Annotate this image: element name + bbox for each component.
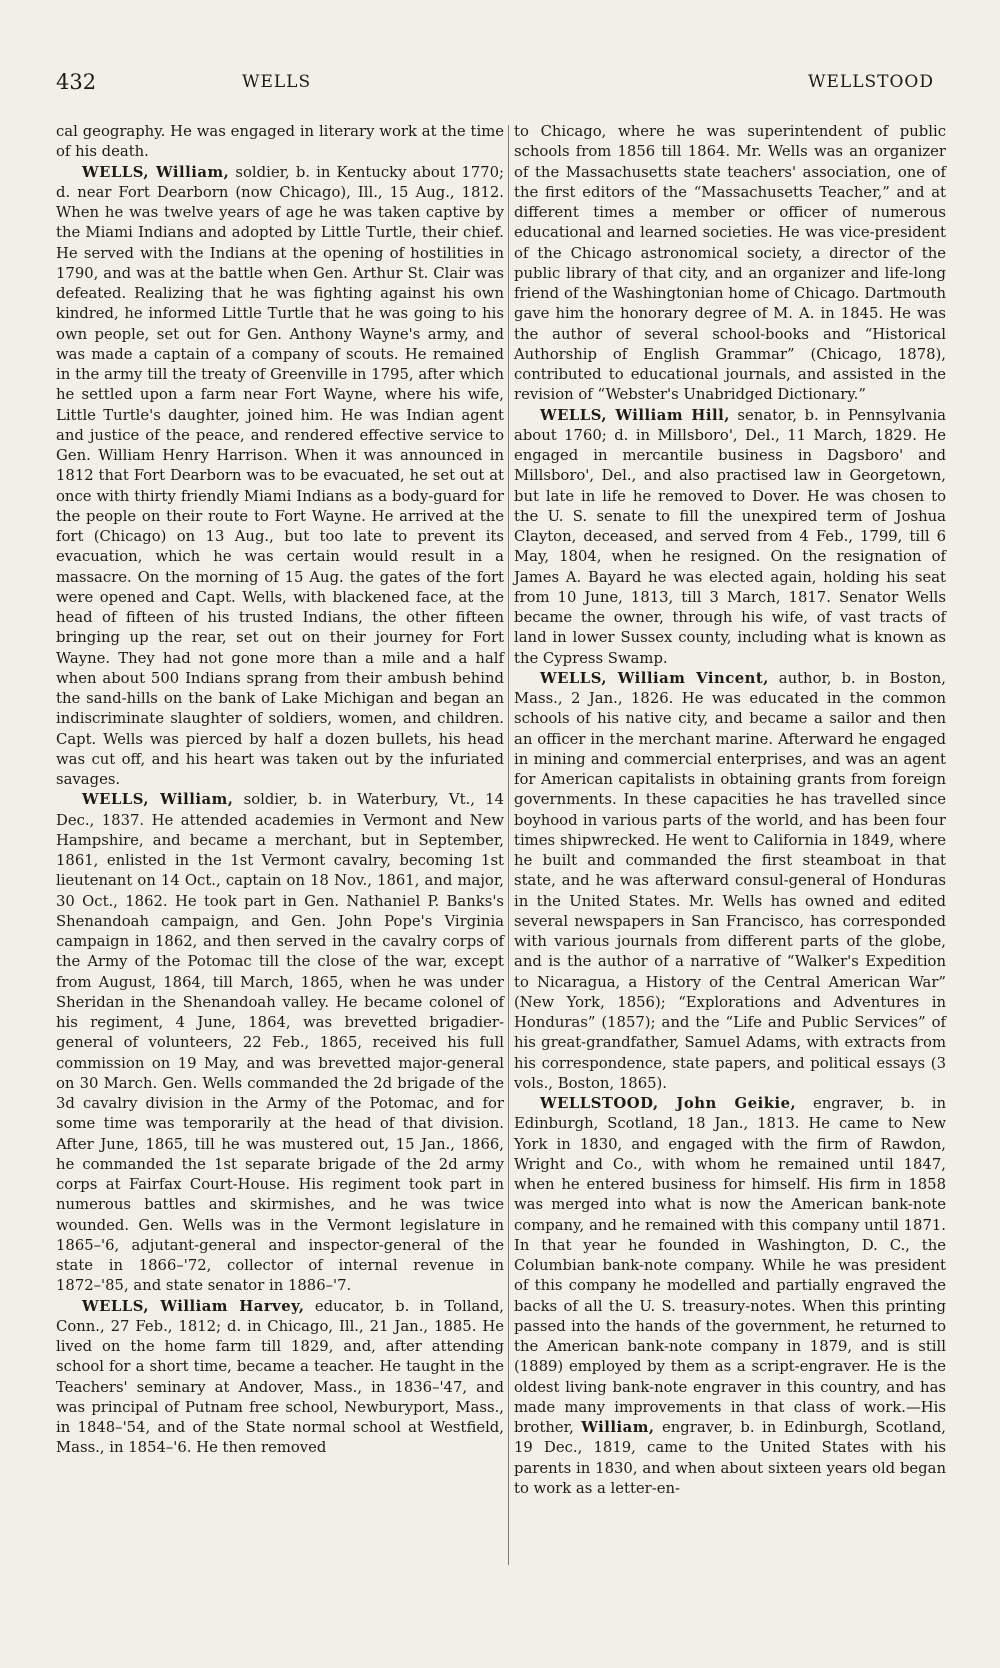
entry-text: soldier, b. in Waterbury, Vt., 14 Dec., 1837. He attended academies in Vermont and New Hampshire, and became a merchant, but in September, 1861, enlisted in the 1st Vermont cavalry, becoming 1st lieutenant on 14 Oct., captain on 18 Nov., 1861, and major, 30 Oct., 1862. He took part in Gen. Nathaniel P. Banks's Shenandoah campaign, and Gen. John Pope's Virginia campaign in 1862, and then served in the cavalry corps of the Army of the Potomac till the close of the war, except from August, 1864, till March, 1865, when he was under Sheridan in the Shenandoah valley. He became colonel of his regiment, 4 June, 1864, was brevetted brigadier-general of volunteers, 22 Feb., 1865, received his full commission on 19 May, and was brevetted major-general on 30 March. Gen. Wells commanded the 2d brigade of the 3d cavalry division in the Army of the Potomac, and for some time was temporarily at the head of that division. After June, 1865, till he was mustered out, 15 Jan., 1866, he commanded the 1st separate brigade of the 2d army corps at Fairfax Court-House. His regiment took part in numerous battles and skirmishes, and he was twice wounded. Gen. Wells was in the Vermont legislature in 1865–'6, adjutant-general and inspector-general of the state in 1866–'72, collector of internal revenue in 1872–'85, and state senator in 1886–'7.	[56, 791, 504, 1295]
page-number: 432	[56, 70, 97, 94]
running-header	[56, 70, 946, 100]
entry-wells-william-vincent	[514, 669, 946, 1094]
entry-text: soldier, b. in Kentucky about 1770; d. near Fort Dearborn (now Chicago), Ill., 15 Aug., 1812. When he was twelve years of age he was taken captive by the Miami Indians and adopted by Little Turtle, their chief. He served with the Indians at the opening of hostilities in 1790, and was at the battle when Gen. Arthur St. Clair was defeated. Realizing that he was fighting against his own kindred, he informed Little Turtle that he was going to his own people, set out for Gen. Anthony Wayne's army, and was made a captain of a company of scouts. He remained in the army till the treaty of Greenville in 1795, after which he settled upon a farm near Fort Wayne, where his wife, Little Turtle's daughter, joined him. He was Indian agent and justice of the peace, and rendered effective service to Gen. William Henry Harrison. When it was announced in 1812 that Fort Dearborn was to be evacuated, he set out at once with thirty friendly Miami Indians as a body-guard for the people on their route to Fort Wayne. He arrived at the fort (Chicago) on 13 Aug., but too late to prevent its evacuation, which he was certain would result in a massacre. On the morning of 15 Aug. the gates of the fort were opened and Capt. Wells, with blackened face, at the head of fifteen of his trusted Indians, the other fifteen bringing up the rear, set out on their journey for Fort Wayne. They had not gone more than a mile and a half when about 500 Indians sprang from their ambush behind the sand-hills on the bank of Lake Michigan and began an indiscriminate slaughter of soldiers, women, and children. Capt. Wells was pierced by half a dozen bullets, his head was cut off, and his heart was taken out by the infuriated savages.	[56, 163, 504, 788]
sub-entry-prefix: —His brother,	[514, 1398, 946, 1436]
entry-headword: WELLS, William Vincent,	[540, 669, 769, 687]
entry-text: educator, b. in Tolland, Conn., 27 Feb., 1812; d. in Chicago, Ill., 21 Jan., 1885. He lived on the home farm till 1829, and, after attending school for a short time, became a teacher. He taught in the Teachers' seminary at Andover, Mass., in 1836–'47, and was principal of Putnam free school, Newburyport, Mass., in 1848–'54, and of the State normal school at Westfield, Mass., in 1854–'6. He then removed	[56, 1297, 504, 1457]
entry-wells-william-soldier-kentucky	[56, 163, 504, 791]
column-divider	[508, 125, 509, 1565]
entry-text: senator, b. in Pennsylvania about 1760; d. in Millsboro', Del., 11 March, 1829. He engaged in mercantile business in Dagsboro' and Millsboro', Del., and also practised law in Georgetown, but late in life he removed to Dover. He was chosen to the U. S. senate to fill the unexpired term of Joshua Clayton, deceased, and served from 4 Feb., 1799, till 6 May, 1804, when he resigned. On the resignation of James A. Bayard he was elected again, holding his seat from 10 June, 1813, till 3 March, 1817. Senator Wells became the owner, through his wife, of vast tracts of land in lower Sussex county, including what is known as the Cypress Swamp.	[514, 406, 946, 667]
sub-entry-text: engraver, b. in Edinburgh, Scotland, 19 Dec., 1819, came to the United States with his parents in 1830, and when about sixteen years old began to work as a letter-en-	[514, 1419, 947, 1497]
entry-wells-william-soldier-vermont	[56, 790, 504, 1296]
entry-headword: WELLS, William Hill,	[540, 406, 730, 424]
entry-text: author, b. in Boston, Mass., 2 Jan., 1826. He was educated in the common schools of his native city, and became a sailor and then an officer in the merchant marine. Afterward he engaged in mining and commercial enterprises, and was an agent for American capitalists in obtaining grants from foreign governments. In these capacities he has travelled since boyhood in various parts of the world, and has been four times shipwrecked. He went to California in 1849, where he built and commanded the first steamboat in that state, and he was afterward consul-general of Honduras in the United States. Mr. Wells has owned and edited several newspapers in San Francisco, has corresponded with various journals from different parts of the globe, and is the author of a narrative of “Walker's Expedition to Nicaragua, a History of the Central American War” (New York, 1856); “Explorations and Adventures in Honduras” (1857); and the “Life and Public Services” of his great-grandfather, Samuel Adams, with extracts from his correspondence, state papers, and political essays (3 vols., Boston, 1865).	[514, 669, 947, 1092]
entry-wells-william-hill	[514, 406, 946, 669]
entry-headword: WELLSTOOD, John Geikie,	[540, 1095, 797, 1112]
entry-wells-william-harvey	[56, 1297, 504, 1459]
continuation-text: to Chicago, where he was superintendent of public schools from 1856 till 1864. Mr. Wells was an organizer of the Massachusetts state teachers' association, one of the first editors of the “Massachusetts Teacher,” and at different times a member or officer of numerous educational and learned societies. He was vice-president of the Chicago astronomical society, a director of the public library of that city, and an organizer and life-long friend of the Washingtonian home of Chicago. Dartmouth gave him the honorary degree of M. A. in 1845. He was the author of several school-books and “Historical Authorship of English Grammar” (Chicago, 1878), contributed to educational journals, and assisted in the revision of “Webster's Unabridged Dictionary.”	[514, 123, 946, 404]
left-running-title: WELLS	[242, 72, 312, 92]
right-column	[514, 122, 946, 1499]
entry-headword: WELLS, William,	[82, 791, 234, 809]
entry-headword: WELLS, William,	[82, 163, 230, 181]
sub-entry-headword: William,	[581, 1419, 655, 1436]
left-column	[56, 122, 504, 1459]
entry-text: engraver, b. in Edinburgh, Scotland, 18 Jan., 1813. He came to New York in 1830, and engaged with the firm of Rawdon, Wright and Co., with whom he remained until 1847, when he entered business for himself. His firm in 1858 was merged into what is now the American bank-note company, and he remained with this company until 1871. In that year he founded in Washington, D. C., the Columbian bank-note company. While he was president of this company he modelled and partially engraved the backs of all the U. S. treasury-notes. When this printing passed into the hands of the government, he returned to the American bank-note company in 1879, and is still (1889) employed by them as a script-engraver. He is the oldest living bank-note engraver in this country, and has made many improvements in that class of work.	[514, 1095, 946, 1416]
entry-wellstood-john-geikie	[514, 1094, 946, 1499]
right-running-title: WELLSTOOD	[808, 72, 934, 92]
entry-headword: WELLS, William Harvey,	[82, 1297, 305, 1315]
continuation-text: cal geography. He was engaged in literary work at the time of his death.	[56, 123, 504, 161]
